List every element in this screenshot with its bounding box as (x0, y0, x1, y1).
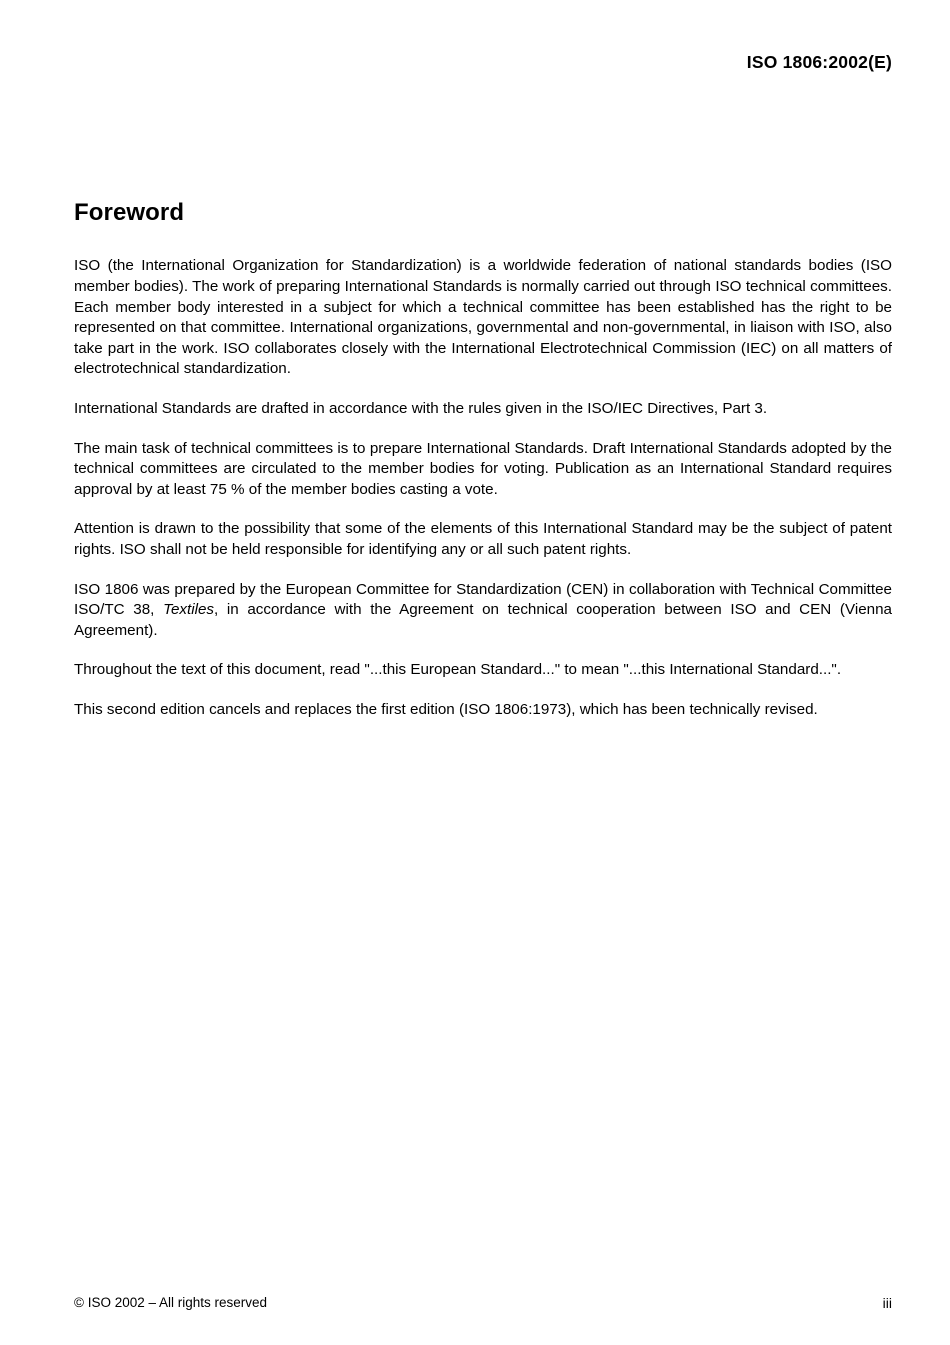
page-title: Foreword (74, 199, 185, 226)
committee-scope-title: Textiles (163, 601, 214, 619)
document-footer (74, 1295, 892, 1315)
paragraph-patent-rights: Attention is drawn to the possibility that some of the elements of this International Standard may be the subject of patent rights. ISO shall not be held responsible for identifying any or all such patent rights. (74, 520, 892, 558)
document-header-standard-number: ISO 1806:2002(E) (746, 52, 892, 72)
copyright-notice: © ISO 2002 – All rights reserved (74, 1295, 268, 1310)
document-body (74, 200, 892, 720)
paragraph-preparation-credit-part2: , in accordance with the Agreement on technical cooperation between ISO and CEN (Vienna Agreement). (74, 601, 892, 639)
paragraph-preparation-credit (74, 580, 892, 642)
paragraph-main-task: The main task of technical committees is to prepare International Standards. Draft International Standards adopted by the technical committees are circulated to the member bodies for voting. Publication as an International Standard requires approval by at least 75 % of the member bodies casting a vote. (74, 439, 892, 498)
page-number: iii (882, 1295, 892, 1311)
paragraph-drafting-rules: International Standards are drafted in accordance with the rules given in the ISO/IEC Directives, Part 3. (74, 399, 768, 417)
paragraph-iso-description: ISO (the International Organization for Standardization) is a worldwide federation of national standards bodies (ISO member bodies). The work of preparing International Standards is normally carried out through ISO technical committees. Each member body interested in a subject for which a technical committee has been established has the right to be represented on that committee. International organizations, governmental and non-governmental, in liaison with ISO, also take part in the work. ISO collaborates closely with the International Electrotechnical Commission (IEC) on all matters of electrotechnical standardization. (74, 257, 892, 378)
paragraph-preparation-credit-part1: ISO 1806 was prepared by the European Committee for Standardization (CEN) in collaboration with Technical Committee ISO/TC 38, (74, 580, 892, 619)
paragraph-terminology-note: Throughout the text of this document, read "...this European Standard..." to mean "...this International Standard...". (74, 661, 842, 679)
paragraph-edition-note: This second edition cancels and replaces the first edition (ISO 1806:1973), which has been technically revised. (74, 700, 818, 718)
